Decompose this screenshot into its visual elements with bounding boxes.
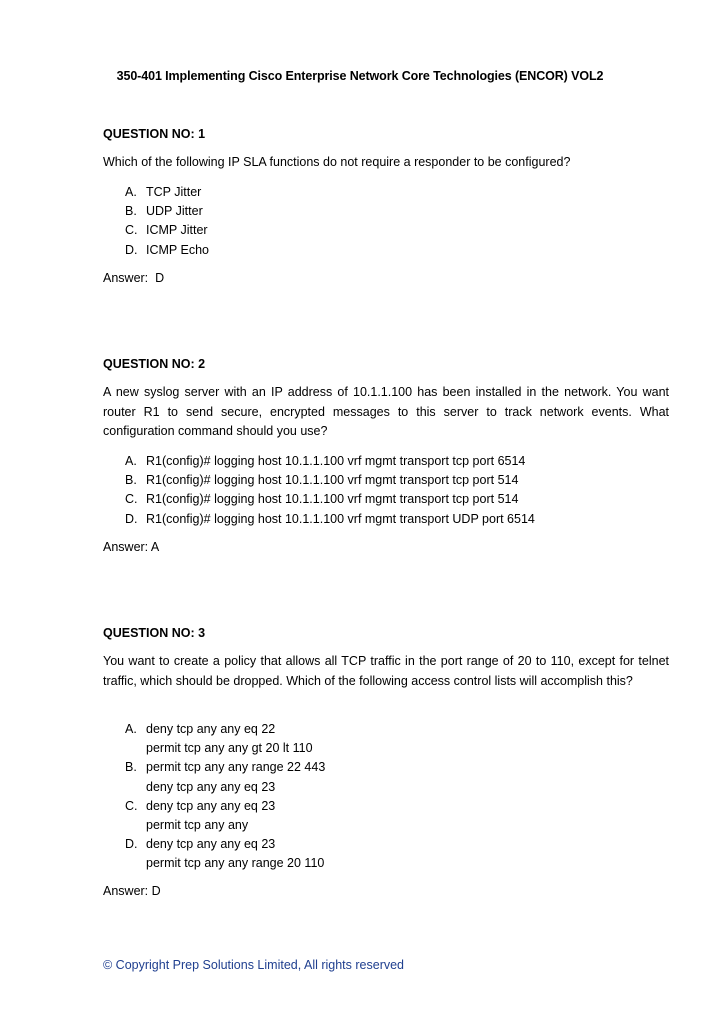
option-letter: C. — [125, 223, 138, 238]
document-title: 350-401 Implementing Cisco Enterprise Network Core Technologies (ENCOR) VOL2 — [116, 69, 604, 83]
option-item — [125, 221, 665, 240]
option-item — [125, 510, 665, 529]
option-text: deny tcp any any eq 23 — [146, 798, 276, 813]
option-item — [125, 202, 665, 221]
option-text: permit tcp any any range 22 443 — [146, 760, 326, 775]
option-text: TCP Jitter — [146, 185, 202, 199]
question-2-options — [125, 452, 665, 529]
option-item — [125, 452, 665, 471]
option-item — [125, 471, 665, 490]
option-text: permit tcp any any — [146, 818, 249, 833]
option-item — [125, 835, 665, 873]
option-letter: B. — [125, 204, 137, 219]
option-letter: A. — [125, 185, 137, 199]
option-text: deny tcp any any eq 23 — [146, 837, 276, 852]
option-item — [125, 241, 665, 260]
option-text: R1(config)# logging host 10.1.1.100 vrf mgmt transport tcp port 514 — [146, 492, 519, 507]
option-letter: D. — [125, 837, 138, 852]
question-1-answer: Answer: D — [103, 271, 165, 285]
question-1-options — [125, 183, 665, 260]
option-letter: D. — [125, 242, 138, 257]
option-item — [125, 797, 665, 835]
option-letter: D. — [125, 511, 138, 526]
question-3-options — [125, 720, 665, 874]
question-1-heading: QUESTION NO: 1 — [103, 127, 206, 141]
question-3-answer: Answer: D — [103, 884, 161, 898]
option-text: deny tcp any any eq 22 — [146, 722, 276, 736]
option-letter: A. — [125, 454, 137, 468]
option-letter: C. — [125, 492, 138, 507]
option-text: UDP Jitter — [146, 204, 203, 219]
option-text: R1(config)# logging host 10.1.1.100 vrf mgmt transport tcp port 514 — [146, 473, 519, 488]
question-2-heading: QUESTION NO: 2 — [103, 357, 206, 371]
option-item — [125, 720, 665, 758]
option-text: ICMP Jitter — [146, 223, 208, 238]
option-text: R1(config)# logging host 10.1.1.100 vrf mgmt transport UDP port 6514 — [146, 511, 535, 526]
question-3-heading: QUESTION NO: 3 — [103, 626, 206, 640]
question-1-text: Which of the following IP SLA functions do not require a responder to be configured? — [103, 155, 571, 169]
option-letter: C. — [125, 798, 138, 813]
option-text: ICMP Echo — [146, 242, 209, 257]
option-letter: B. — [125, 760, 137, 775]
option-text: R1(config)# logging host 10.1.1.100 vrf mgmt transport tcp port 6514 — [146, 454, 526, 468]
option-letter: A. — [125, 722, 137, 736]
question-2-answer: Answer: A — [103, 540, 160, 554]
option-item — [125, 758, 665, 796]
question-3-text: You want to create a policy that allows all TCP traffic in the port range of 20 to 110, except for telnet traffic, which should be dropped. Which of the following access control lists will accomplish this? — [103, 654, 669, 688]
copyright-footer: © Copyright Prep Solutions Limited, All rights reserved — [103, 958, 405, 972]
option-letter: B. — [125, 473, 137, 488]
question-2-text: A new syslog server with an IP address of 10.1.1.100 has been installed in the network. You want router R1 to send secure, encrypted messages to this server to track network events. What configuration command should you use? — [103, 385, 669, 439]
option-text: deny tcp any any eq 23 — [146, 779, 276, 794]
option-text: permit tcp any any gt 20 lt 110 — [146, 741, 313, 756]
option-item — [125, 490, 665, 509]
option-text: permit tcp any any range 20 110 — [146, 856, 325, 871]
option-item — [125, 183, 665, 202]
